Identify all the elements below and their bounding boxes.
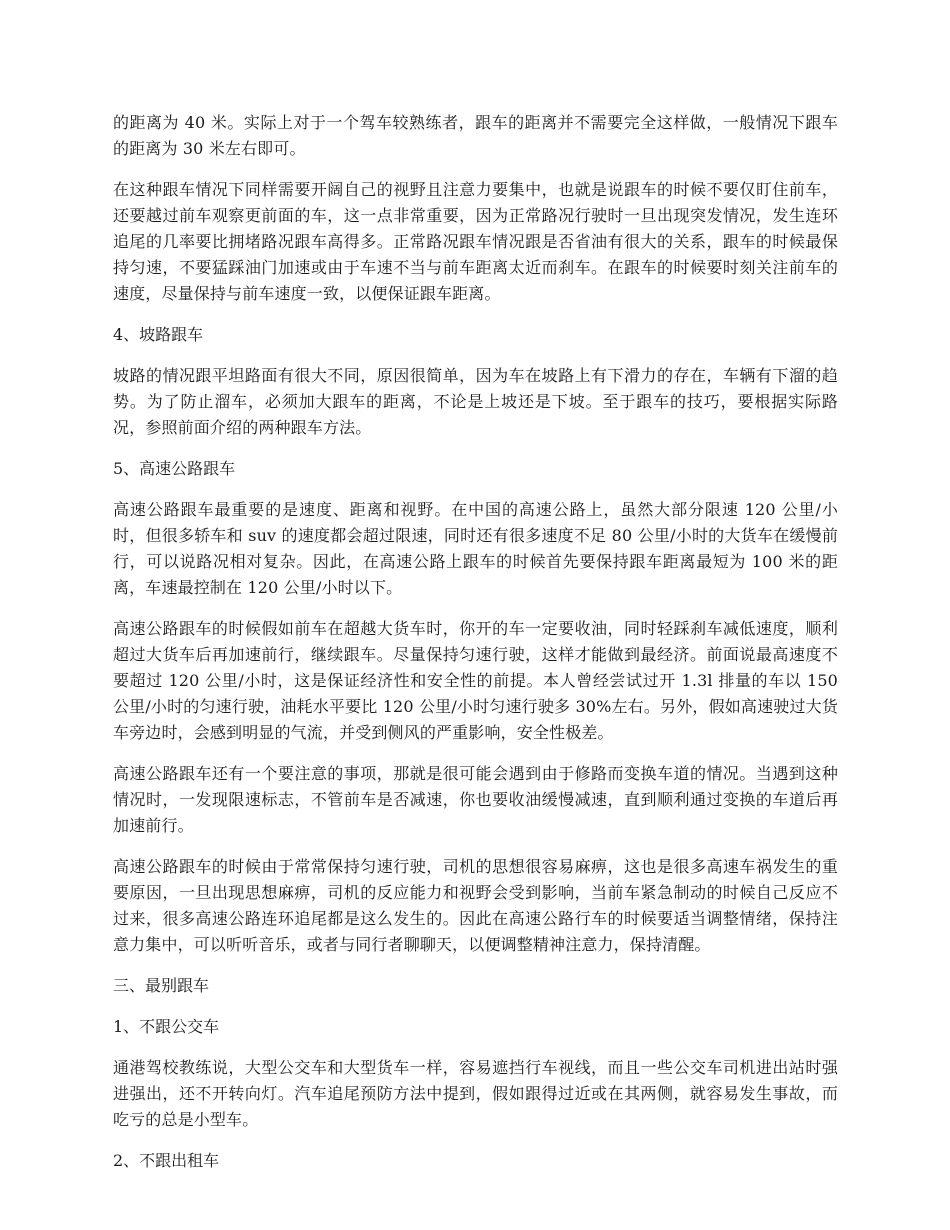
paragraph-highway-lane-change: 高速公路跟车还有一个要注意的事项，那就是很可能会遇到由于修路而变换车道的情况。当遇到这种情况时，一发现限速标志，不管前车是否减速，你也要收油缓慢减速，直到顺利通过变换的车道后再加速前行。: [113, 764, 838, 835]
heading-avoid-following: 三、最别跟车: [113, 976, 210, 995]
paragraph-slope-following: 坡路的情况跟平坦路面有很大不同，原因很简单，因为车在坡路上有下滑力的存在，车辆有下溜的趋势。为了防止溜车，必须加大跟车的距离，不论是上坡还是下坡。至于跟车的技巧，要根据实际路况，参照前面介绍的两种跟车方法。: [113, 366, 838, 437]
paragraph-highway-speed-distance: 高速公路跟车最重要的是速度、距离和视野。在中国的高速公路上，虽然大部分限速 120 公里/小时，但很多轿车和 suv 的速度都会超过限速，同时还有很多速度不足 80 公里/小时的大货车在缓慢前行，可以说路况相对复杂。因此，在高速公路上跟车的时候首先要保持跟车距离最短为 100 米的距离，车速最控制在 120 公里/小时以下。: [113, 500, 838, 597]
paragraph-no-bus: 通港驾校教练说，大型公交车和大型货车一样，容易遮挡行车视线，而且一些公交车司机进出站时强进强出，还不开转向灯。汽车追尾预防方法中提到，假如跟得过近或在其两侧，就容易发生事故，而吃亏的总是小型车。: [113, 1058, 838, 1129]
paragraph-highway-fatigue: 高速公路跟车的时候由于常常保持匀速行驶，司机的思想很容易麻痹，这也是很多高速车祸发生的重要原因，一旦出现思想麻痹，司机的反应能力和视野会受到影响，当前车紧急制动的时候自己反应不过来，很多高速公路连环追尾都是这么发生的。因此在高速公路行车的时候要适当调整情绪，保持注意力集中，可以听听音乐，或者与同行者聊聊天，以便调整精神注意力，保持清醒。: [113, 857, 838, 954]
heading-no-bus: 1、不跟公交车: [113, 1017, 220, 1036]
paragraph-following-distance-40m: 的距离为 40 米。实际上对于一个驾车较熟练者，跟车的距离并不需要完全这样做，一般情况下跟车的距离为 30 米左右即可。: [113, 113, 838, 158]
heading-no-taxi: 2、不跟出租车: [113, 1151, 220, 1170]
document-page: [113, 110, 838, 1189]
paragraph-field-of-view: 在这种跟车情况下同样需要开阔自己的视野且注意力要集中，也就是说跟车的时候不要仅盯住前车，还要越过前车观察更前面的车，这一点非常重要，因为正常路况行驶时一旦出现突发情况，发生连环追尾的几率要比拥堵路况跟车高得多。正常路况跟车情况跟是否省油有很大的关系，跟车的时候最保持匀速，不要猛踩油门加速或由于车速不当与前车距离太近而刹车。在跟车的时候要时刻关注前车的速度，尽量保持与前车速度一致，以便保证跟车距离。: [113, 180, 838, 303]
paragraph-highway-overtaking: 高速公路跟车的时候假如前车在超越大货车时，你开的车一定要收油，同时轻踩刹车减低速度，顺利超过大货车后再加速前行，继续跟车。尽量保持匀速行驶，这样才能做到最经济。前面说最高速度不要超过 120 公里/小时，这是保证经济性和安全性的前提。本人曾经尝试过开 1.3l 排量的车以 150 公里/小时的匀速行驶，油耗水平要比 120 公里/小时匀速行驶多 30%左右。另外，假如高速驶过大货车旁边时，会感到明显的气流，并受到侧风的严重影响，安全性极差。: [113, 619, 838, 742]
heading-slope-following: 4、坡路跟车: [113, 325, 204, 344]
heading-highway-following: 5、高速公路跟车: [113, 459, 236, 478]
